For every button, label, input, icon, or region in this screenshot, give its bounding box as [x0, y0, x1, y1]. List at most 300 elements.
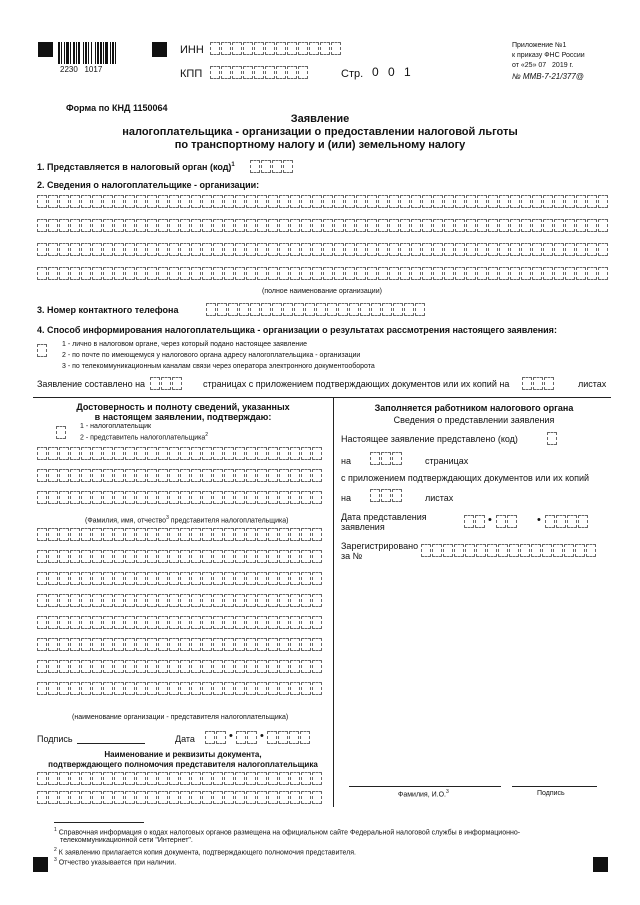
char-cell[interactable]: [235, 219, 245, 232]
char-cell[interactable]: [191, 469, 201, 482]
char-cell[interactable]: [301, 469, 311, 482]
char-cell[interactable]: [48, 550, 58, 563]
char-cell[interactable]: [235, 267, 245, 280]
char-cell[interactable]: [279, 572, 289, 585]
char-cell[interactable]: [202, 682, 212, 695]
char-cell[interactable]: [246, 638, 256, 651]
char-cell[interactable]: [59, 469, 69, 482]
char-cell[interactable]: [421, 544, 431, 557]
char-cell[interactable]: [158, 267, 168, 280]
char-cell[interactable]: [236, 731, 246, 744]
char-cell[interactable]: [92, 243, 102, 256]
char-cell[interactable]: [298, 66, 308, 79]
char-cell[interactable]: [169, 550, 179, 563]
char-cell[interactable]: [247, 731, 257, 744]
char-cell[interactable]: [103, 219, 113, 232]
char-cell[interactable]: [268, 491, 278, 504]
char-cell[interactable]: [136, 195, 146, 208]
char-cell[interactable]: [114, 447, 124, 460]
char-cell[interactable]: [301, 219, 311, 232]
char-cell[interactable]: [92, 219, 102, 232]
char-cell[interactable]: [554, 243, 564, 256]
char-cell[interactable]: [232, 66, 242, 79]
char-cell[interactable]: [290, 219, 300, 232]
char-cell[interactable]: [147, 491, 157, 504]
char-cell[interactable]: [290, 682, 300, 695]
char-cell[interactable]: [59, 572, 69, 585]
char-cell[interactable]: [103, 682, 113, 695]
char-cell[interactable]: [202, 638, 212, 651]
char-cell[interactable]: [257, 772, 267, 785]
char-cell[interactable]: [411, 243, 421, 256]
char-cell[interactable]: [81, 491, 91, 504]
char-cell[interactable]: [228, 303, 238, 316]
char-cell[interactable]: [169, 682, 179, 695]
char-cell[interactable]: [510, 195, 520, 208]
char-cell[interactable]: [81, 616, 91, 629]
char-cell[interactable]: [455, 267, 465, 280]
presentation-date-year[interactable]: [545, 515, 588, 528]
char-cell[interactable]: [312, 550, 322, 563]
char-cell[interactable]: [169, 660, 179, 673]
char-cell[interactable]: [37, 682, 47, 695]
char-cell[interactable]: [224, 660, 234, 673]
char-cell[interactable]: [191, 447, 201, 460]
char-cell[interactable]: [37, 638, 47, 651]
char-cell[interactable]: [268, 469, 278, 482]
char-cell[interactable]: [147, 616, 157, 629]
char-cell[interactable]: [56, 426, 66, 439]
char-cell[interactable]: [81, 594, 91, 607]
char-cell[interactable]: [59, 195, 69, 208]
char-cell[interactable]: [522, 377, 532, 390]
char-cell[interactable]: [287, 42, 297, 55]
char-cell[interactable]: [301, 572, 311, 585]
char-cell[interactable]: [389, 267, 399, 280]
char-cell[interactable]: [213, 572, 223, 585]
char-cell[interactable]: [202, 267, 212, 280]
char-cell[interactable]: [316, 303, 326, 316]
char-cell[interactable]: [565, 267, 575, 280]
char-cell[interactable]: [301, 682, 311, 695]
char-cell[interactable]: [301, 550, 311, 563]
char-cell[interactable]: [466, 267, 476, 280]
char-cell[interactable]: [345, 195, 355, 208]
char-cell[interactable]: [125, 528, 135, 541]
char-cell[interactable]: [213, 550, 223, 563]
char-cell[interactable]: [206, 303, 216, 316]
char-cell[interactable]: [268, 447, 278, 460]
char-cell[interactable]: [125, 243, 135, 256]
char-cell[interactable]: [213, 616, 223, 629]
char-cell[interactable]: [312, 195, 322, 208]
char-cell[interactable]: [338, 303, 348, 316]
char-cell[interactable]: [37, 219, 47, 232]
char-cell[interactable]: [235, 469, 245, 482]
char-cell[interactable]: [367, 195, 377, 208]
char-cell[interactable]: [103, 267, 113, 280]
char-cell[interactable]: [70, 572, 80, 585]
char-cell[interactable]: [235, 491, 245, 504]
char-cell[interactable]: [150, 377, 160, 390]
char-cell[interactable]: [147, 791, 157, 804]
char-cell[interactable]: [578, 515, 588, 528]
char-cell[interactable]: [411, 267, 421, 280]
char-cell[interactable]: [147, 772, 157, 785]
char-cell[interactable]: [59, 791, 69, 804]
char-cell[interactable]: [114, 660, 124, 673]
char-cell[interactable]: [312, 616, 322, 629]
signature-line[interactable]: [77, 743, 145, 744]
char-cell[interactable]: [202, 447, 212, 460]
char-cell[interactable]: [37, 772, 47, 785]
char-cell[interactable]: [213, 594, 223, 607]
char-cell[interactable]: [136, 447, 146, 460]
char-cell[interactable]: [169, 594, 179, 607]
char-cell[interactable]: [161, 377, 171, 390]
char-cell[interactable]: [136, 491, 146, 504]
char-cell[interactable]: [235, 528, 245, 541]
char-cell[interactable]: [48, 616, 58, 629]
char-cell[interactable]: [202, 791, 212, 804]
char-cell[interactable]: [59, 682, 69, 695]
char-cell[interactable]: [381, 452, 391, 465]
char-cell[interactable]: [213, 772, 223, 785]
char-cell[interactable]: [70, 219, 80, 232]
char-cell[interactable]: [301, 772, 311, 785]
char-cell[interactable]: [48, 469, 58, 482]
char-cell[interactable]: [114, 572, 124, 585]
char-cell[interactable]: [257, 550, 267, 563]
char-cell[interactable]: [235, 638, 245, 651]
char-cell[interactable]: [239, 303, 249, 316]
char-cell[interactable]: [279, 267, 289, 280]
char-cell[interactable]: [279, 491, 289, 504]
char-cell[interactable]: [554, 195, 564, 208]
char-cell[interactable]: [158, 219, 168, 232]
char-cell[interactable]: [507, 515, 517, 528]
char-cell[interactable]: [356, 267, 366, 280]
char-cell[interactable]: [301, 491, 311, 504]
char-cell[interactable]: [191, 660, 201, 673]
char-cell[interactable]: [246, 616, 256, 629]
char-cell[interactable]: [576, 243, 586, 256]
char-cell[interactable]: [158, 528, 168, 541]
char-cell[interactable]: [334, 195, 344, 208]
char-cell[interactable]: [499, 219, 509, 232]
char-cell[interactable]: [290, 195, 300, 208]
char-cell[interactable]: [300, 731, 310, 744]
char-cell[interactable]: [169, 219, 179, 232]
char-cell[interactable]: [202, 660, 212, 673]
char-cell[interactable]: [246, 243, 256, 256]
char-cell[interactable]: [169, 616, 179, 629]
char-cell[interactable]: [224, 267, 234, 280]
char-cell[interactable]: [48, 447, 58, 460]
char-cell[interactable]: [92, 528, 102, 541]
char-cell[interactable]: [191, 638, 201, 651]
char-cell[interactable]: [250, 160, 260, 173]
char-cell[interactable]: [147, 219, 157, 232]
char-cell[interactable]: [283, 303, 293, 316]
char-cell[interactable]: [246, 447, 256, 460]
char-cell[interactable]: [59, 550, 69, 563]
char-cell[interactable]: [294, 303, 304, 316]
char-cell[interactable]: [378, 267, 388, 280]
char-cell[interactable]: [37, 469, 47, 482]
char-cell[interactable]: [202, 491, 212, 504]
char-cell[interactable]: [213, 791, 223, 804]
char-cell[interactable]: [180, 772, 190, 785]
char-cell[interactable]: [488, 267, 498, 280]
char-cell[interactable]: [202, 550, 212, 563]
char-cell[interactable]: [356, 195, 366, 208]
char-cell[interactable]: [180, 219, 190, 232]
char-cell[interactable]: [543, 243, 553, 256]
char-cell[interactable]: [290, 447, 300, 460]
char-cell[interactable]: [37, 243, 47, 256]
presented-code-field[interactable]: [547, 432, 557, 445]
char-cell[interactable]: [235, 616, 245, 629]
char-cell[interactable]: [191, 243, 201, 256]
char-cell[interactable]: [533, 377, 543, 390]
char-cell[interactable]: [125, 572, 135, 585]
char-cell[interactable]: [279, 528, 289, 541]
char-cell[interactable]: [257, 572, 267, 585]
char-cell[interactable]: [202, 243, 212, 256]
char-cell[interactable]: [279, 791, 289, 804]
char-cell[interactable]: [92, 550, 102, 563]
char-cell[interactable]: [235, 594, 245, 607]
char-cell[interactable]: [466, 195, 476, 208]
char-cell[interactable]: [422, 243, 432, 256]
char-cell[interactable]: [191, 491, 201, 504]
char-cell[interactable]: [400, 243, 410, 256]
char-cell[interactable]: [48, 267, 58, 280]
char-cell[interactable]: [290, 491, 300, 504]
inform-method-field[interactable]: [37, 344, 47, 357]
char-cell[interactable]: [125, 682, 135, 695]
char-cell[interactable]: [246, 491, 256, 504]
char-cell[interactable]: [180, 243, 190, 256]
char-cell[interactable]: [103, 616, 113, 629]
char-cell[interactable]: [169, 195, 179, 208]
char-cell[interactable]: [378, 219, 388, 232]
char-cell[interactable]: [323, 195, 333, 208]
char-cell[interactable]: [81, 772, 91, 785]
char-cell[interactable]: [312, 772, 322, 785]
char-cell[interactable]: [114, 267, 124, 280]
char-cell[interactable]: [70, 447, 80, 460]
char-cell[interactable]: [48, 528, 58, 541]
char-cell[interactable]: [210, 66, 220, 79]
char-cell[interactable]: [70, 550, 80, 563]
char-cell[interactable]: [283, 160, 293, 173]
char-cell[interactable]: [268, 791, 278, 804]
presented-pages-field[interactable]: [370, 452, 402, 465]
char-cell[interactable]: [224, 682, 234, 695]
char-cell[interactable]: [169, 791, 179, 804]
char-cell[interactable]: [125, 491, 135, 504]
char-cell[interactable]: [367, 243, 377, 256]
char-cell[interactable]: [235, 660, 245, 673]
char-cell[interactable]: [158, 616, 168, 629]
char-cell[interactable]: [213, 267, 223, 280]
char-cell[interactable]: [191, 791, 201, 804]
char-cell[interactable]: [147, 267, 157, 280]
char-cell[interactable]: [257, 660, 267, 673]
char-cell[interactable]: [334, 219, 344, 232]
char-cell[interactable]: [81, 550, 91, 563]
char-cell[interactable]: [257, 469, 267, 482]
char-cell[interactable]: [180, 267, 190, 280]
char-cell[interactable]: [147, 572, 157, 585]
char-cell[interactable]: [257, 243, 267, 256]
char-cell[interactable]: [290, 572, 300, 585]
char-cell[interactable]: [444, 267, 454, 280]
char-cell[interactable]: [378, 195, 388, 208]
char-cell[interactable]: [92, 660, 102, 673]
char-cell[interactable]: [309, 42, 319, 55]
char-cell[interactable]: [191, 267, 201, 280]
char-cell[interactable]: [136, 791, 146, 804]
char-cell[interactable]: [290, 550, 300, 563]
char-cell[interactable]: [103, 491, 113, 504]
char-cell[interactable]: [246, 550, 256, 563]
char-cell[interactable]: [125, 447, 135, 460]
char-cell[interactable]: [169, 469, 179, 482]
char-cell[interactable]: [37, 195, 47, 208]
sign-date-year[interactable]: [267, 731, 310, 744]
char-cell[interactable]: [400, 219, 410, 232]
char-cell[interactable]: [400, 267, 410, 280]
char-cell[interactable]: [392, 489, 402, 502]
char-cell[interactable]: [180, 528, 190, 541]
char-cell[interactable]: [476, 544, 486, 557]
char-cell[interactable]: [268, 682, 278, 695]
char-cell[interactable]: [180, 594, 190, 607]
char-cell[interactable]: [305, 303, 315, 316]
char-cell[interactable]: [276, 66, 286, 79]
char-cell[interactable]: [235, 772, 245, 785]
char-cell[interactable]: [114, 469, 124, 482]
char-cell[interactable]: [455, 243, 465, 256]
char-cell[interactable]: [37, 447, 47, 460]
char-cell[interactable]: [169, 267, 179, 280]
char-cell[interactable]: [48, 594, 58, 607]
char-cell[interactable]: [564, 544, 574, 557]
char-cell[interactable]: [411, 219, 421, 232]
char-cell[interactable]: [114, 491, 124, 504]
char-cell[interactable]: [246, 682, 256, 695]
char-cell[interactable]: [444, 243, 454, 256]
char-cell[interactable]: [59, 447, 69, 460]
char-cell[interactable]: [202, 195, 212, 208]
char-cell[interactable]: [279, 469, 289, 482]
char-cell[interactable]: [393, 303, 403, 316]
char-cell[interactable]: [125, 219, 135, 232]
char-cell[interactable]: [257, 682, 267, 695]
char-cell[interactable]: [125, 550, 135, 563]
char-cell[interactable]: [404, 303, 414, 316]
sign-date-day[interactable]: [205, 731, 226, 744]
char-cell[interactable]: [158, 638, 168, 651]
char-cell[interactable]: [312, 594, 322, 607]
char-cell[interactable]: [213, 219, 223, 232]
char-cell[interactable]: [202, 469, 212, 482]
char-cell[interactable]: [553, 544, 563, 557]
char-cell[interactable]: [136, 616, 146, 629]
char-cell[interactable]: [213, 195, 223, 208]
char-cell[interactable]: [169, 638, 179, 651]
char-cell[interactable]: [279, 447, 289, 460]
char-cell[interactable]: [415, 303, 425, 316]
char-cell[interactable]: [114, 594, 124, 607]
char-cell[interactable]: [213, 491, 223, 504]
char-cell[interactable]: [158, 550, 168, 563]
char-cell[interactable]: [279, 243, 289, 256]
tax-authority-code-field[interactable]: [250, 160, 293, 173]
char-cell[interactable]: [147, 682, 157, 695]
char-cell[interactable]: [235, 791, 245, 804]
char-cell[interactable]: [81, 219, 91, 232]
char-cell[interactable]: [180, 682, 190, 695]
char-cell[interactable]: [103, 572, 113, 585]
char-cell[interactable]: [488, 219, 498, 232]
char-cell[interactable]: [213, 528, 223, 541]
char-cell[interactable]: [268, 195, 278, 208]
char-cell[interactable]: [499, 267, 509, 280]
char-cell[interactable]: [547, 432, 557, 445]
char-cell[interactable]: [92, 772, 102, 785]
char-cell[interactable]: [136, 638, 146, 651]
char-cell[interactable]: [261, 303, 271, 316]
char-cell[interactable]: [103, 528, 113, 541]
char-cell[interactable]: [114, 772, 124, 785]
char-cell[interactable]: [169, 528, 179, 541]
char-cell[interactable]: [59, 660, 69, 673]
char-cell[interactable]: [103, 243, 113, 256]
char-cell[interactable]: [327, 303, 337, 316]
char-cell[interactable]: [224, 638, 234, 651]
presentation-date-month[interactable]: [496, 515, 517, 528]
char-cell[interactable]: [235, 243, 245, 256]
char-cell[interactable]: [224, 594, 234, 607]
char-cell[interactable]: [312, 682, 322, 695]
char-cell[interactable]: [103, 195, 113, 208]
char-cell[interactable]: [232, 42, 242, 55]
char-cell[interactable]: [598, 195, 608, 208]
char-cell[interactable]: [586, 544, 596, 557]
char-cell[interactable]: [389, 219, 399, 232]
char-cell[interactable]: [92, 572, 102, 585]
char-cell[interactable]: [213, 682, 223, 695]
representative-fio-field[interactable]: [37, 447, 322, 513]
char-cell[interactable]: [158, 791, 168, 804]
char-cell[interactable]: [250, 303, 260, 316]
char-cell[interactable]: [114, 195, 124, 208]
char-cell[interactable]: [370, 489, 380, 502]
char-cell[interactable]: [92, 447, 102, 460]
char-cell[interactable]: [298, 42, 308, 55]
char-cell[interactable]: [257, 616, 267, 629]
char-cell[interactable]: [48, 772, 58, 785]
char-cell[interactable]: [48, 638, 58, 651]
char-cell[interactable]: [70, 195, 80, 208]
char-cell[interactable]: [81, 267, 91, 280]
char-cell[interactable]: [224, 447, 234, 460]
char-cell[interactable]: [587, 267, 597, 280]
